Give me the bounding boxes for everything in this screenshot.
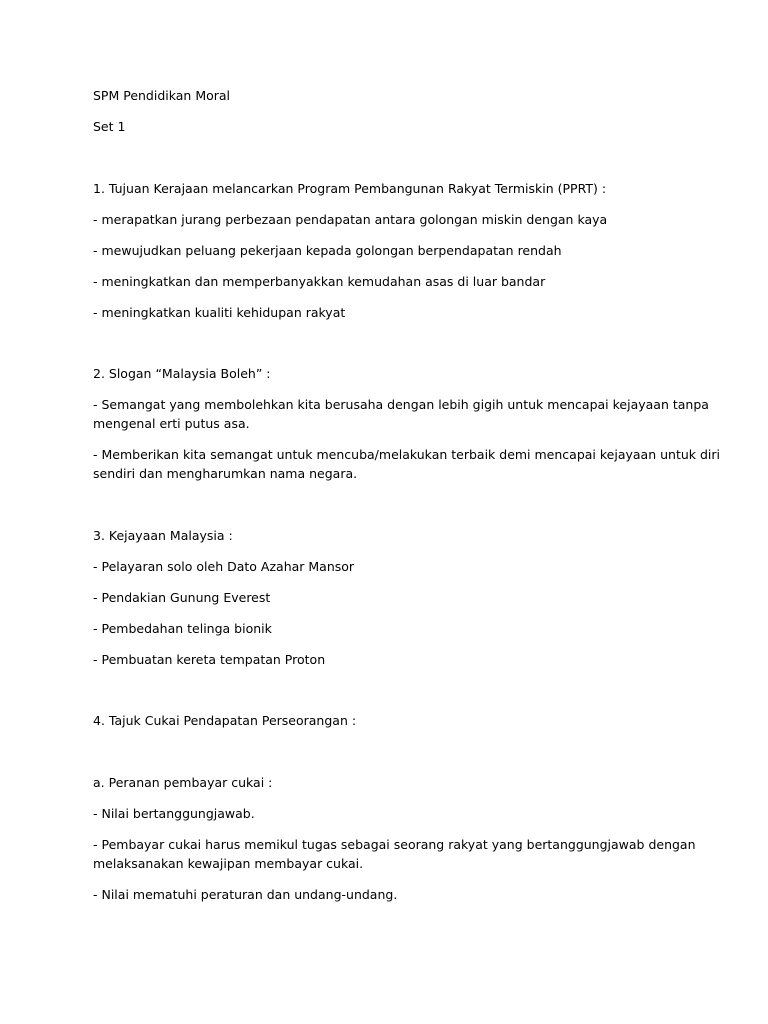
- section-4-heading: 4. Tajuk Cukai Pendapatan Perseorangan :: [93, 713, 357, 728]
- section-1-item: - mewujudkan peluang pekerjaan kepada golongan berpendapatan rendah: [93, 243, 562, 258]
- section-3-heading: 3. Kejayaan Malaysia :: [93, 528, 233, 543]
- section-1-item: - merapatkan jurang perbezaan pendapatan antara golongan miskin dengan kaya: [93, 212, 608, 227]
- section-2-item-line: mengenal erti putus asa.: [93, 416, 250, 431]
- section-4-item-line: melaksanakan kewajipan membayar cukai.: [93, 856, 364, 871]
- section-3-item: - Pendakian Gunung Everest: [93, 590, 271, 605]
- document-title: SPM Pendidikan Moral: [93, 88, 231, 103]
- section-3-item: - Pelayaran solo oleh Dato Azahar Mansor: [93, 559, 355, 574]
- section-2-item-line: - Memberikan kita semangat untuk mencuba/melakukan terbaik demi mencapai kejayaan untuk diri: [93, 447, 720, 462]
- section-2-heading: 2. Slogan “Malaysia Boleh” :: [93, 366, 271, 381]
- section-1-heading: 1. Tujuan Kerajaan melancarkan Program Pembangunan Rakyat Termiskin (PPRT) :: [93, 181, 607, 196]
- section-3-item: - Pembuatan kereta tempatan Proton: [93, 652, 326, 667]
- section-1-item: - meningkatkan kualiti kehidupan rakyat: [93, 305, 346, 320]
- section-4-subheading: a. Peranan pembayar cukai :: [93, 775, 273, 790]
- section-2-item-line: - Semangat yang membolehkan kita berusaha dengan lebih gigih untuk mencapai kejayaan tanpa: [93, 397, 709, 412]
- section-4-item-line: - Nilai bertanggungjawab.: [93, 806, 255, 821]
- section-4-item-line: - Nilai mematuhi peraturan dan undang-undang.: [93, 887, 398, 902]
- section-3-item: - Pembedahan telinga bionik: [93, 621, 272, 636]
- section-1-item: - meningkatkan dan memperbanyakkan kemudahan asas di luar bandar: [93, 274, 546, 289]
- section-4-item-line: - Pembayar cukai harus memikul tugas sebagai seorang rakyat yang bertanggungjawab dengan: [93, 837, 696, 852]
- section-2-item-line: sendiri dan mengharumkan nama negara.: [93, 466, 358, 481]
- document-subtitle: Set 1: [93, 119, 126, 134]
